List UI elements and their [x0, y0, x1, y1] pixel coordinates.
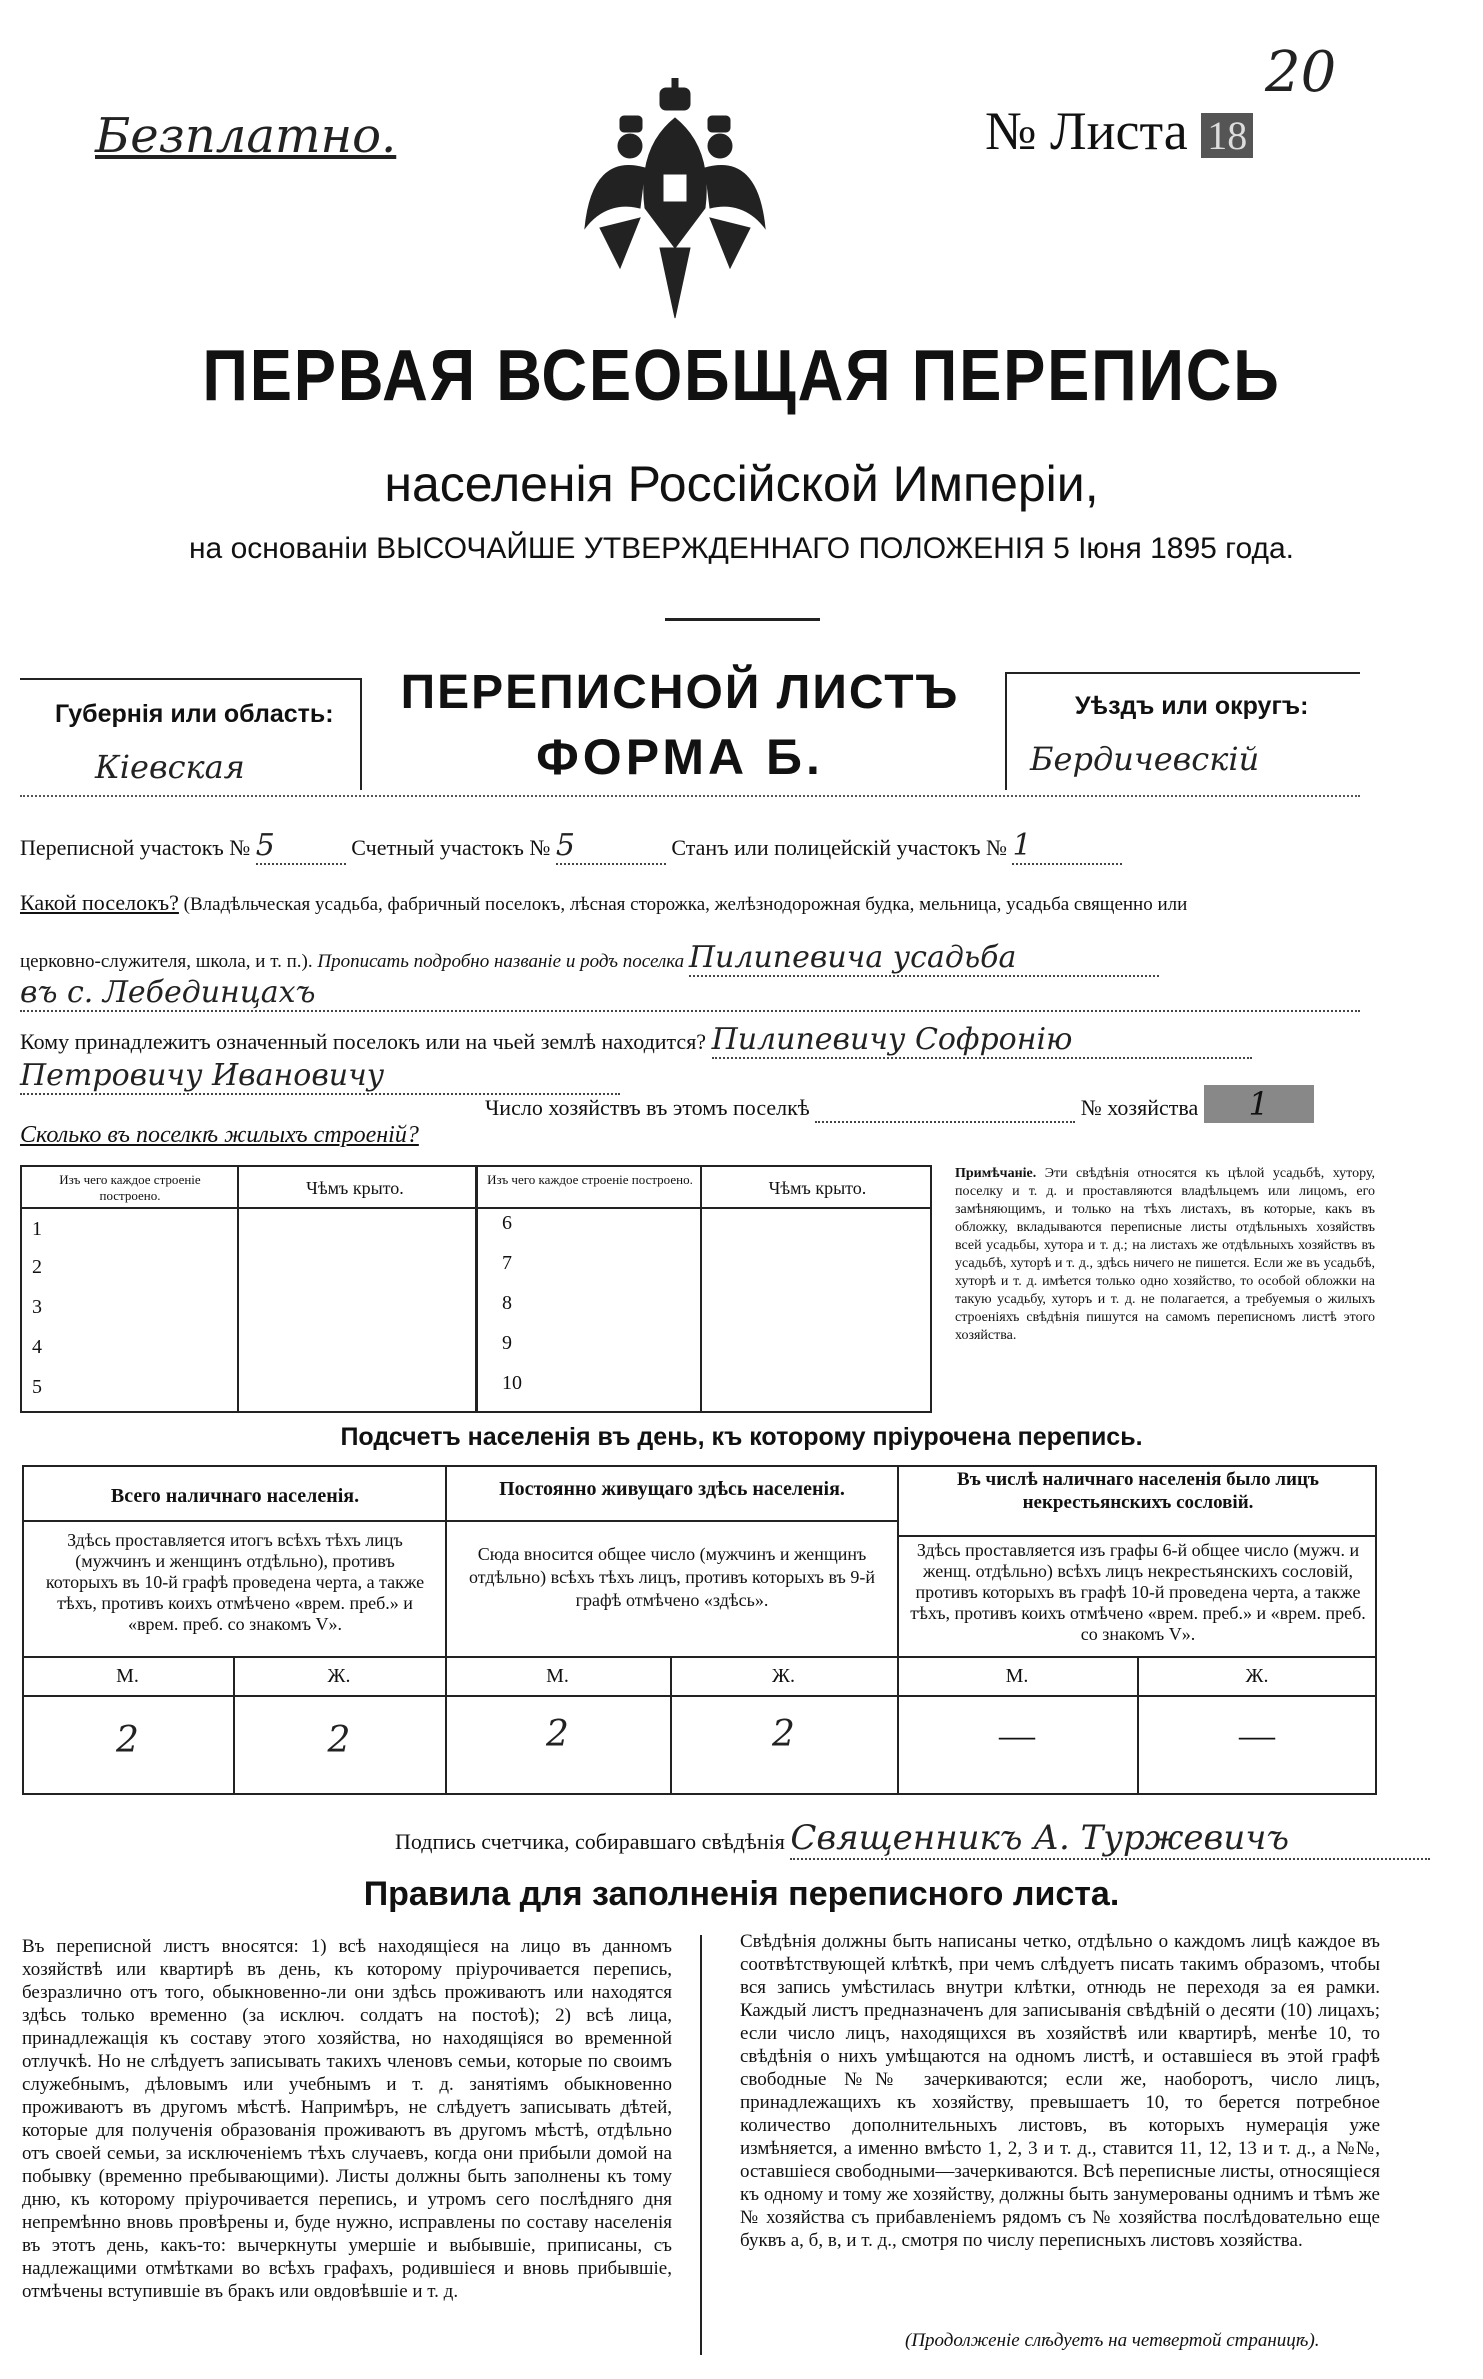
rules-divider: [700, 1935, 702, 2355]
stan-label: Станъ или полицейскій участокъ №: [671, 835, 1007, 860]
settlement-label: Какой поселокъ?: [20, 890, 179, 915]
buildings-row-4: 4: [32, 1336, 42, 1358]
district-label: Уѣздъ или округъ:: [1075, 692, 1309, 720]
nonpeasant-m-value: —: [999, 1715, 1035, 1755]
sheet-number: [985, 100, 1253, 162]
perm-f-label: Ж.: [772, 1665, 795, 1687]
buildings-col2-header-left: Чѣмъ крыто.: [306, 1178, 404, 1198]
settlement-value-1: Пилипевича усадьба: [689, 940, 1159, 977]
owner-value-2: Петровичу Ивановичу: [20, 1058, 620, 1095]
rules-continued: (Продолженіе слѣдуетъ на четвертой страницѣ).: [905, 2330, 1320, 2351]
buildings-row-5: 5: [32, 1376, 42, 1398]
count-area-label: Счетный участокъ №: [351, 835, 551, 860]
settlement-value-2: въ с. Лебединцахъ: [20, 975, 1360, 1012]
rules-right: Свѣдѣнія должны быть написаны четко, отдѣльно о каждомъ лицѣ каждое въ соотвѣтствующей клѣткѣ, при чемъ слѣдуетъ писать такимъ образомъ, чтобы вся запись умѣстилась внутри клѣтки, отнюдь не переходя за ея рамки. Каждый листъ предназначенъ для записыванія свѣдѣній о десяти (10) лицахъ; если число лицъ, находящихся въ хозяйствѣ или квартирѣ, менѣе 10, то свѣдѣнія о нихъ умѣщаются на одномъ листѣ, и оставшіеся въ этой графѣ свободные №№ зачеркиваются; если же, наоборотъ, число лицъ, принадлежащихъ къ хозяйству, превышаетъ 10, то берется потребное количество дополнительныхъ листовъ, въ которыхъ нумерація уже измѣняется, а именно вмѣсто 1, 2, 3 и т. д., ставится 11, 12, 13 и т. д., а №№, оставшіеся свободными—зачеркиваются. Всѣ переписные листы, относящіеся къ одному и тому же хозяйству, должны быть занумерованы однимъ и тѣмъ же № хозяйства съ прибавленіемъ рядомъ съ № хозяйства послѣдовательно еще буквъ а, б, в, и т. д., смотря по числу переписныхъ листовъ хозяйства.: [740, 1931, 1380, 2251]
buildings-table-divider-2: [700, 1165, 702, 1413]
count-area-value: 5: [556, 828, 666, 865]
nonpeasant-f-label: Ж.: [1245, 1665, 1269, 1687]
perm-m-value: 2: [546, 1714, 569, 1755]
nonpeasant-f-value: —: [1239, 1715, 1275, 1755]
form-name: ФОРМА Б.: [536, 729, 824, 785]
population-col2-title: Постоянно живущаго здѣсь населенія.: [499, 1478, 845, 1500]
households-value: [815, 1095, 1075, 1123]
buildings-row-8: 8: [502, 1292, 512, 1314]
title-divider: [665, 618, 820, 621]
sheet-title: ПЕРЕПИСНОЙ ЛИСТЪ: [400, 666, 960, 719]
household-no-value: 1: [1204, 1085, 1314, 1123]
population-col1-title: Всего наличнаго населенія.: [110, 1485, 360, 1507]
households-line: [485, 1085, 1314, 1123]
province-label: Губернія или область:: [55, 700, 334, 728]
buildings-row-6: 6: [502, 1212, 512, 1234]
sub-title: населенія Россійской Имперіи,: [384, 456, 1099, 512]
census-area-label: Переписной участокъ №: [20, 835, 251, 860]
buildings-col1-header-right: Изъ чего каждое строеніе построено.: [487, 1172, 693, 1187]
main-title: ПЕРВАЯ ВСЕОБЩАЯ ПЕРЕПИСЬ: [202, 336, 1281, 416]
rules-left: Въ переписной листъ вносятся: 1) всѣ находящіеся на лицо въ данномъ хозяйствѣ или квартирѣ въ день, къ которому пріурочивается перепись, безразлично отъ того, обыкновенно-ли они здѣсь проживаютъ или находятся здѣсь только временно (за исключ. солдатъ на постоѣ); 2) всѣ лица, принадлежащія къ составу этого хозяйства, но находящіяся во временной отлучкѣ. Но не слѣдуетъ записывать такихъ членовъ семьи, которые по своимъ служебнымъ, дѣловымъ или учебнымъ и т. д. занятіямъ обыкновенно проживаютъ въ другомъ мѣстѣ. Напримѣръ, не слѣдуетъ записывать дѣтей, которые для полученія образованія проживаютъ въ другомъ мѣстѣ, отдѣльно отъ своей семьи, за исключеніемъ тѣхъ случаевъ, когда они прибыли домой на побывку (временно пребывающими). Листы должны быть заполнены къ тому дню, къ которому пріурочивается перепись, и утромъ сего послѣдняго дня непремѣнно вновь провѣрены и, буде нужно, исправлены по составу населенія въ этотъ день, какъ-то: вычеркнуты умершіе и выбывшіе, приписаны, съ надлежащими отмѣтками во всѣхъ графахъ, родившіеся и вновь прибывшіе, отмѣчены вступившіе въ бракъ или овдовѣвшіе и т. д.: [22, 1936, 672, 2302]
population-col1-text: Здѣсь проставляется итогъ всѣхъ тѣхъ лицъ (мужчинъ и женщинъ отдѣльно), противъ которыхъ въ 10-й графѣ проведена черта, а также тѣхъ, противъ коихъ отмѣчено «врем. преб.» и «врем. преб. со знакомъ V».: [45, 1530, 425, 1634]
sheet-no-old: 18: [1201, 113, 1253, 158]
population-mf-top: [22, 1656, 1377, 1658]
district-value: Бердичевскій: [1030, 740, 1260, 778]
buildings-row-1: 1: [32, 1218, 42, 1240]
province-value: Кіевская: [95, 748, 245, 786]
population-mf-bottom: [22, 1695, 1377, 1697]
perm-f-value: 2: [772, 1714, 795, 1755]
households-label: Число хозяйствъ въ этомъ поселкѣ: [485, 1095, 810, 1120]
household-no-label: № хозяйства: [1080, 1095, 1199, 1120]
signature-value: Священникъ А. Туржевичъ: [790, 1818, 1430, 1860]
sheet-no-new: 20: [1265, 40, 1337, 105]
basis-line: на основаніи ВЫСОЧАЙШЕ УТВЕРЖДЕННАГО ПОЛОЖЕНІЯ 5 Іюня 1895 года.: [188, 532, 1294, 565]
buildings-row-9: 9: [502, 1332, 512, 1354]
buildings-row-2: 2: [32, 1256, 42, 1278]
perm-m-label: М.: [546, 1665, 569, 1687]
district-box-top: [1005, 672, 1360, 674]
sheet-no-label: № Листа: [985, 101, 1188, 161]
buildings-label: Сколько въ поселкѣ жилыхъ строеній?: [20, 1122, 419, 1148]
owner-value-1: Пилипевичу Софронію: [712, 1022, 1252, 1059]
buildings-table-header-rule: [20, 1207, 932, 1209]
note-title: Примѣчаніе.: [955, 1166, 1037, 1181]
nonpeasant-m-label: М.: [1005, 1665, 1029, 1687]
buildings-row-7: 7: [502, 1252, 512, 1274]
settlement-line: [20, 890, 1360, 916]
settlement-hint-2: церковно-служителя, школа, и т. п.).: [20, 951, 313, 972]
free-label: Безплатно.: [95, 108, 397, 164]
signature-label: Подпись счетчика, собиравшаго свѣдѣнія: [395, 1829, 785, 1854]
population-col2-text: Сюда вносится общее число (мужчинъ и женщинъ отдѣльно) всѣхъ тѣхъ лицъ, противъ которыхъ въ 9-й графѣ отмѣчено «здѣсь».: [469, 1544, 875, 1610]
total-f-value: 2: [327, 1720, 351, 1761]
population-header-rule: [22, 1520, 897, 1522]
signature-line: [395, 1818, 1430, 1860]
form-header-rule: [20, 795, 1360, 797]
buildings-col1-header-left: Изъ чего каждое строеніе построено.: [59, 1172, 201, 1203]
buildings-row-3: 3: [32, 1296, 42, 1318]
population-header-rule-3: [897, 1535, 1377, 1537]
buildings-col2-header-right: Чѣмъ крыто.: [768, 1178, 867, 1198]
settlement-line-2: [20, 940, 1360, 977]
note: [955, 1165, 1375, 1345]
province-box-top: [20, 678, 360, 680]
note-text: Эти свѣдѣнія относятся къ цѣлой усадьбѣ, хутору, поселку и т. д. и проставляются владѣльцемъ или лицомъ, его замѣняющимъ, и только на тѣхъ листахъ, въ которые, какъ въ обложку, вкладываются переписные листы отдѣльныхъ хозяйствъ всей усадьбы, хутора и т. д.; на листахъ же отдѣльныхъ хозяйствъ въ усадьбѣ, хуторѣ и т. д., здѣсь ничего не пишется. Если же въ усадьбѣ, хуторѣ и т. д. имѣется только одно хозяйство, то особой обложки на такую усадьбу, хуторъ и т. д. не полагается, а требуемыя о жилыхъ строеніяхъ свѣдѣнія пишутся на самомъ переписномъ листѣ этого хозяйства.: [955, 1166, 1376, 1343]
owner-label: Кому принадлежитъ означенный поселокъ или на чьей землѣ находится?: [20, 1029, 707, 1054]
buildings-table-divider: [237, 1165, 239, 1413]
total-m-value: 2: [116, 1720, 139, 1761]
district-box-side: [1005, 672, 1007, 790]
province-box-side: [360, 678, 362, 790]
population-col3-text: Здѣсь проставляется изъ графы 6-й общее число (мужч. и женщ. отдѣльно) всѣхъ лицъ некрестьянскихъ сословій, противъ которыхъ въ графѣ 10-й проведена черта, а также тѣхъ, противъ коихъ отмѣчено «врем. преб.» и «врем. преб. со знакомъ V».: [910, 1540, 1366, 1644]
buildings-row-10: 10: [502, 1372, 522, 1394]
population-heading: Подсчетъ населенія въ день, къ которому пріурочена перепись.: [340, 1423, 1143, 1451]
total-m-label: М.: [116, 1665, 139, 1687]
settlement-hint: (Владѣльческая усадьба, фабричный поселокъ, лѣсная сторожка, желѣзнодорожная будка, мельница, усадьба священно или: [183, 894, 1188, 915]
total-f-label: Ж.: [327, 1665, 351, 1687]
settlement-instruction: Прописать подробно названіе и родъ поселка: [317, 951, 685, 972]
census-area-value: 5: [256, 828, 346, 865]
stan-value: 1: [1012, 828, 1122, 865]
rules-title: Правила для заполненія переписного листа.: [363, 1875, 1120, 1913]
buildings-table-middle: [475, 1165, 478, 1413]
census-area-line: [20, 828, 1122, 865]
population-col3-title: Въ числѣ наличнаго населенія было лицъ некрестьянскихъ сословій.: [957, 1469, 1319, 1513]
double-headed-eagle-icon: [580, 78, 770, 328]
owner-line: [20, 1022, 1252, 1059]
